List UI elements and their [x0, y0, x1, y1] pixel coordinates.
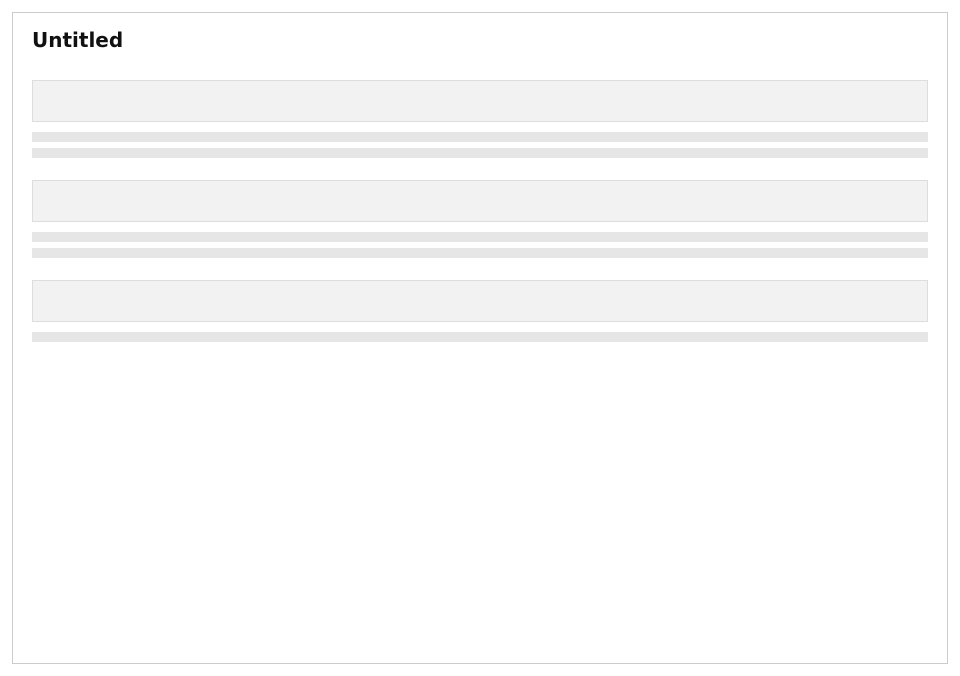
- line-2: [32, 148, 928, 158]
- block-1: [32, 80, 928, 122]
- block-3: [32, 280, 928, 322]
- block-2: [32, 180, 928, 222]
- line-5: [32, 332, 928, 342]
- page-title: Untitled: [32, 28, 124, 52]
- line-3: [32, 232, 928, 242]
- line-1: [32, 132, 928, 142]
- line-4: [32, 248, 928, 258]
